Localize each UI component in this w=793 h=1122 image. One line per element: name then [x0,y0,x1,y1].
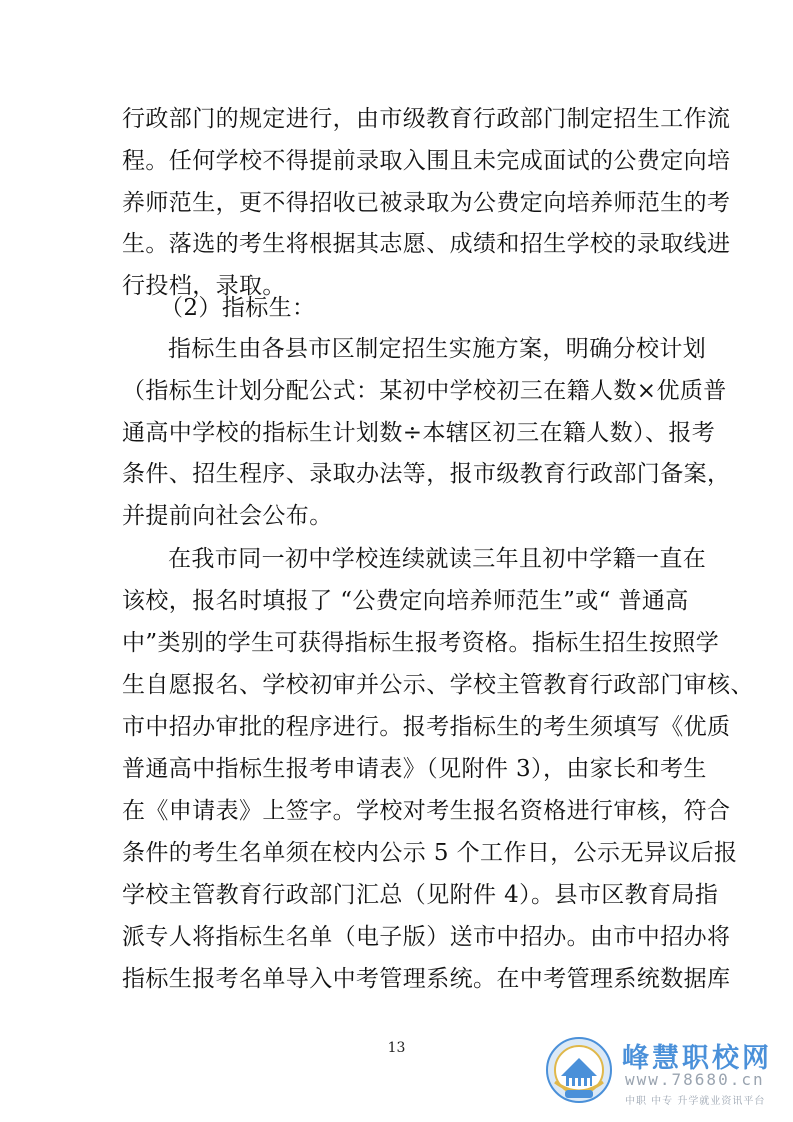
watermark [545,1036,790,1116]
body-line: 在《申请表》上签字。学校对考生报名资格进行审核，符合 [122,798,731,824]
page-number: 13 [387,1040,406,1056]
body-line: 条件、招生程序、录取办法等，报市级教育行政部门备案， [122,461,731,487]
body-line: 市中招办审批的程序进行。报考指标生的考生须填写《优质 [122,714,731,740]
body-line: 中”类别的学生可获得指标生报考资格。指标生招生按照学 [122,630,720,656]
body-line: 派专人将指标生名单（电子版）送市中招办。由市中招办将 [122,924,731,950]
body-line: 条件的考生名单须在校内公示 5 个工作日，公示无异议后报 [122,840,738,866]
section-heading: （2）指标生： [160,295,316,321]
watermark-title: 峰慧职校网 [622,1043,772,1074]
body-line: 行政部门的规定进行，由市级教育行政部门制定招生工作流 [122,106,731,132]
body-line: 在我市同一初中学校连续就读三年且初中学籍一直在 [168,546,707,572]
body-line: 行投档，录取。 [122,273,286,299]
watermark-tagline: 中职 中专 升学就业资讯平台 [625,1096,766,1107]
body-line: 生。落选的考生将根据其志愿、成绩和招生学校的录取线进 [122,231,731,257]
body-line: 并提前向社会公布。 [122,503,333,529]
body-line: （指标生计划分配公式：某初中学校初三在籍人数×优质普 [122,378,727,404]
body-line: 养师范生，更不得招收已被录取为公费定向培养师范生的考 [122,190,731,216]
body-line: 指标生由各县市区制定招生实施方案，明确分校计划 [168,336,707,362]
body-line: 该校，报名时填报了 “公费定向培养师范生”或“ 普通高 [122,588,689,614]
watermark-url: www.78680.cn [625,1070,765,1089]
body-line: 通高中学校的指标生计划数÷本辖区初三在籍人数）、报考 [122,420,716,446]
body-line: 程。任何学校不得提前录取入围且未完成面试的公费定向培 [122,148,731,174]
body-line: 普通高中指标生报考申请表》（见附件 3），由家长和考生 [122,756,707,782]
body-line: 学校主管教育行政部门汇总（见附件 4）。县市区教育局指 [122,882,719,908]
body-line: 生自愿报名、学校初审并公示、学校主管教育行政部门审核、 [122,672,754,698]
school-logo-icon [545,1036,613,1104]
body-line: 指标生报考名单导入中考管理系统。在中考管理系统数据库 [122,966,731,992]
